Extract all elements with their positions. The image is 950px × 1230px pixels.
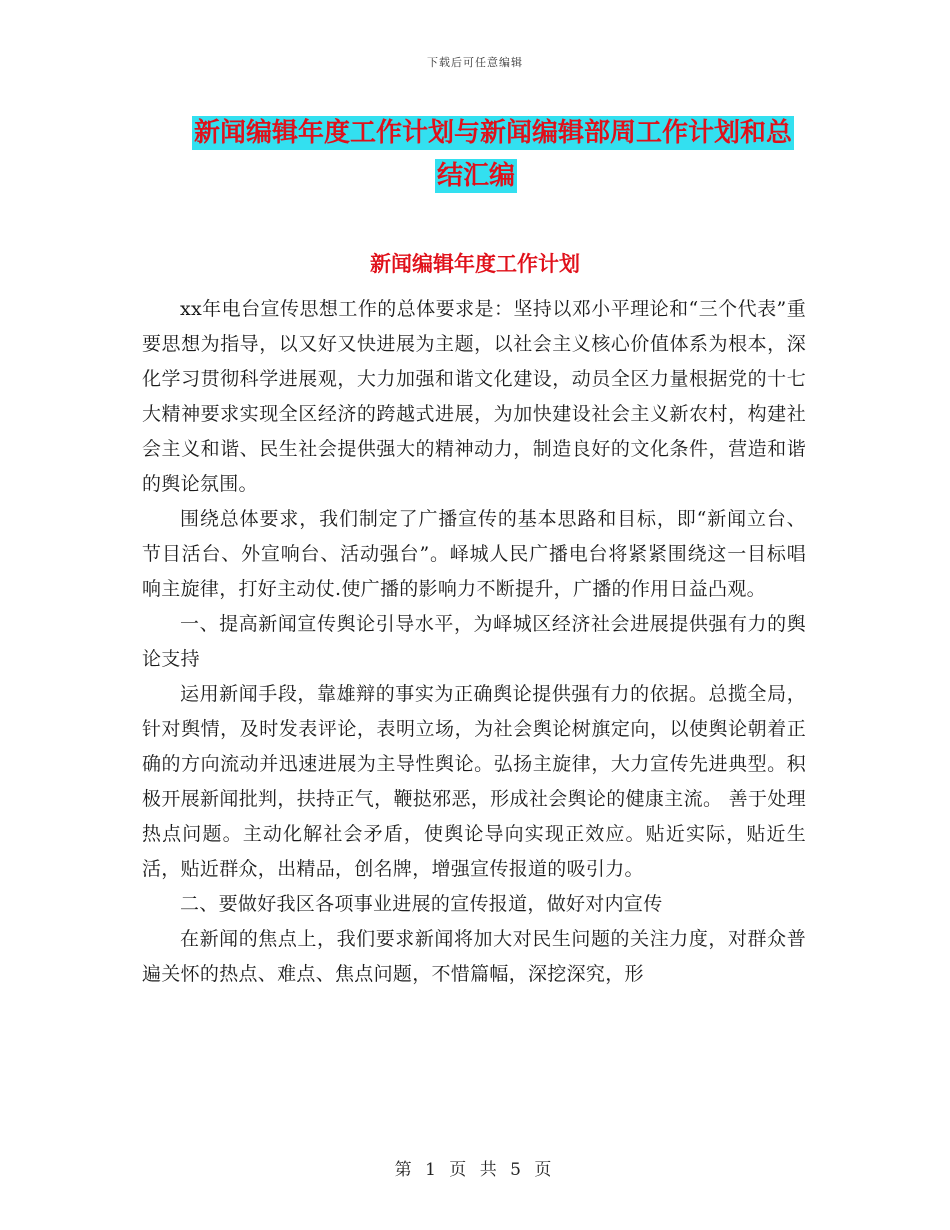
paragraph-news-methods: 运用新闻手段，靠雄辩的事实为正确舆论提供强有力的依据。总揽全局，针对舆情，及时发表评论，表明立场，为社会舆论树旗定向，以使舆论朝着正确的方向流动并迅速进展为主导性舆论。弘扬主旋律，大力宣传先进典型。积极开展新闻批判，扶持正气，鞭挞邪恶，形成社会舆论的健康主流。 善于处理热点问题。主动化解社会矛盾，使舆论导向实现正效应。贴近实际，贴近生活，贴近群众，出精品，创名牌，增强宣传报道的吸引力。 (142, 683, 806, 880)
paragraph-heading-two: 二、要做好我区各项事业进展的宣传报道，做好对内宣传 (180, 893, 663, 915)
paragraph-heading-one: 一、提高新闻宣传舆论引导水平，为峄城区经济社会进展提供强有力的舆论支持 (142, 613, 806, 670)
document-title-line-2: 结汇编 (437, 161, 516, 191)
paragraph-goals: 围绕总体要求，我们制定了广播宣传的基本思路和目标，即“新闻立台、节目活台、外宣响台、活动强台”。峄城人民广播电台将紧紧围绕这一目标唱响主旋律，打好主动仗.使广播的影响力不断提升，广播的作用日益凸观。 (142, 508, 806, 600)
page-number: 第 1 页 共 5 页 (394, 1160, 556, 1180)
document-title-line-1: 新闻编辑年度工作计划与新闻编辑部周工作计划和总 (194, 118, 793, 148)
section-heading: 新闻编辑年度工作计划 (370, 252, 580, 276)
paragraph-news-focus: 在新闻的焦点上，我们要求新闻将加大对民生问题的关注力度，对群众普遍关怀的热点、难点、焦点问题，不惜篇幅，深挖深究，形 (142, 928, 806, 985)
paragraph-intro: xx年电台宣传思想工作的总体要求是：坚持以邓小平理论和“三个代表”重要思想为指导，以又好又快进展为主题，以社会主义核心价值体系为根本，深化学习贯彻科学进展观，大力加强和谐文化建设，动员全区力量根据党的十七大精神要求实现全区经济的跨越式进展，为加快建设社会主义新农村，构建社会主义和谐、民生社会提供强大的精神动力，制造良好的文化条件，营造和谐的舆论氛围。 (142, 298, 806, 495)
document-body (142, 292, 806, 992)
page-header-note: 下载后可任意编辑 (427, 56, 523, 69)
